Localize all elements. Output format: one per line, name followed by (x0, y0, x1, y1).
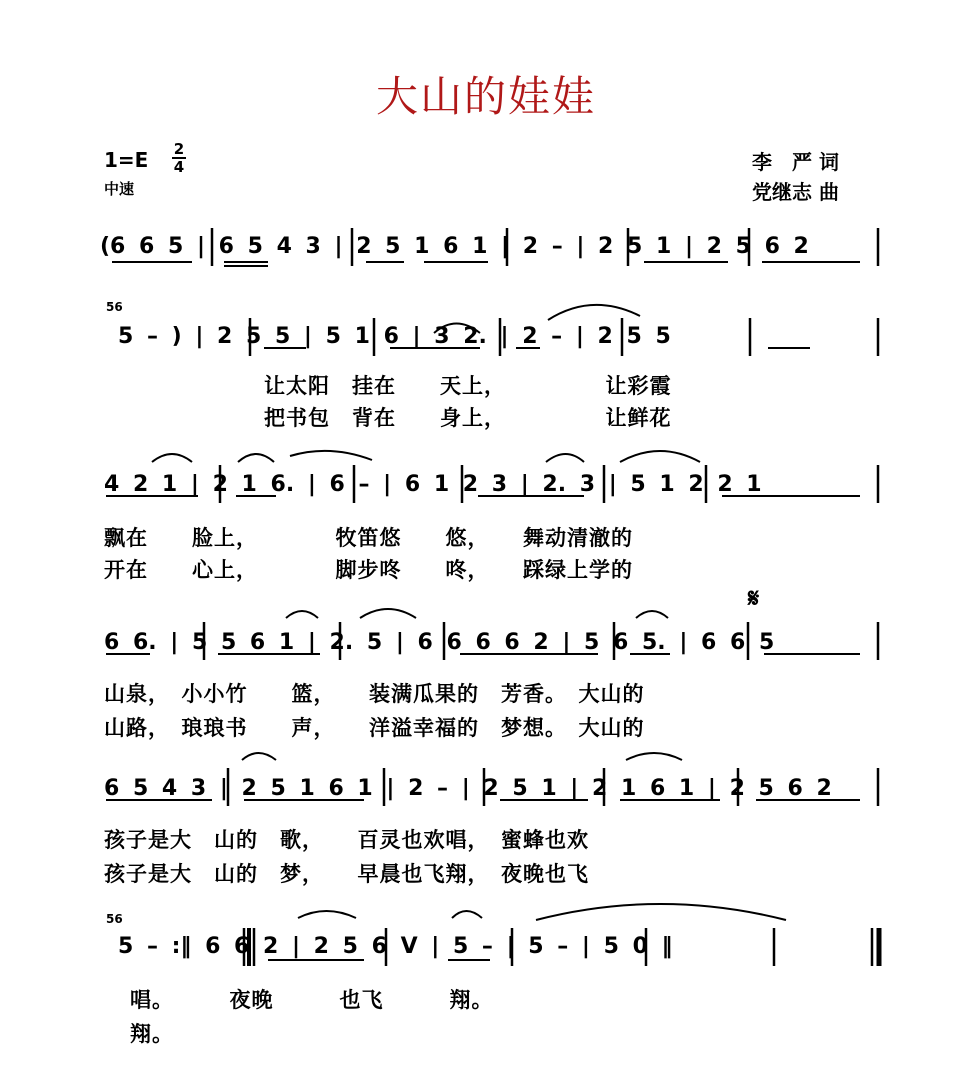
lyrics-row-5-verse-1: 孩子是大 山的 歌， 百灵也欢唱， 蜜蜂也欢 (104, 828, 589, 852)
notation-row-4: 6 6. | 5 5 6 1 | 2. 5 | 6 6 6 6 2 | 5 6 5. | 6 6 5 (104, 630, 775, 655)
beams (106, 262, 860, 960)
segno-sign: 𝄋 (748, 584, 760, 614)
notation-row-3: 4 2 1 | 2 1 6. | 6 – | 6 1 2 3 | 2. 3 | 5 1 2 2 1 (104, 472, 762, 497)
song-title: 大山的娃娃 (375, 72, 596, 121)
lyrics-row-6-verse-2: 翔。 (130, 1022, 174, 1046)
notation-row-2: 5 – ) | 2 5 5 | 5 1 6 | 3 2. | 2 – | 2 5 5 (118, 324, 671, 349)
time-signature-numerator: 2 (173, 140, 185, 158)
notation-row-1: (6 6 5 | 6 5 4 3 | 2 5 1 6 1 | 2 – | 2 5 1 | 2 5 6 2 (100, 234, 809, 259)
lyrics-row-3-verse-2: 开在 心上， 脚步咚 咚， 踩绿上学的 (104, 558, 633, 582)
lyrics-row-3-verse-1: 飘在 脸上， 牧笛悠 悠， 舞动清澈的 (104, 526, 633, 550)
time-signature-denominator: 4 (173, 158, 185, 176)
lyrics-row-2-verse-1: 让太阳 挂在 天上， 让彩霞 (264, 374, 672, 398)
tempo-marking: 中速 (104, 180, 135, 198)
key-signature: 1=E (104, 148, 149, 172)
lyrics-row-4-verse-2: 山路， 琅琅书 声， 洋溢幸福的 梦想。 大山的 (104, 716, 645, 740)
lyrics-row-6-verse-1: 唱。 夜晚 也飞 翔。 (130, 988, 494, 1012)
lyricist-credit: 李 严 词 (752, 150, 839, 174)
notation-row-6: 5 – :‖ 6 6 2 | 2 5 6 V | 5 – | 5 – | 5 0 ‖ (118, 934, 673, 959)
notation-row-5: 6 5 4 3 | 2 5 1 6 1 | 2 – | 2 5 1 | 2 1 6 1 | 2 5 6 2 (104, 776, 832, 801)
lyrics-row-4-verse-1: 山泉， 小小竹 篮， 装满瓜果的 芳香。 大山的 (104, 682, 645, 706)
composer-credit: 党继志 曲 (752, 180, 839, 204)
lyrics-row-2-verse-2: 把书包 背在 身上， 让鲜花 (264, 406, 672, 430)
grace-note-row-6: 56 (106, 912, 123, 926)
grace-note-row-2: 56 (106, 300, 123, 314)
lyrics-row-5-verse-2: 孩子是大 山的 梦， 早晨也飞翔， 夜晚也飞 (104, 862, 589, 886)
